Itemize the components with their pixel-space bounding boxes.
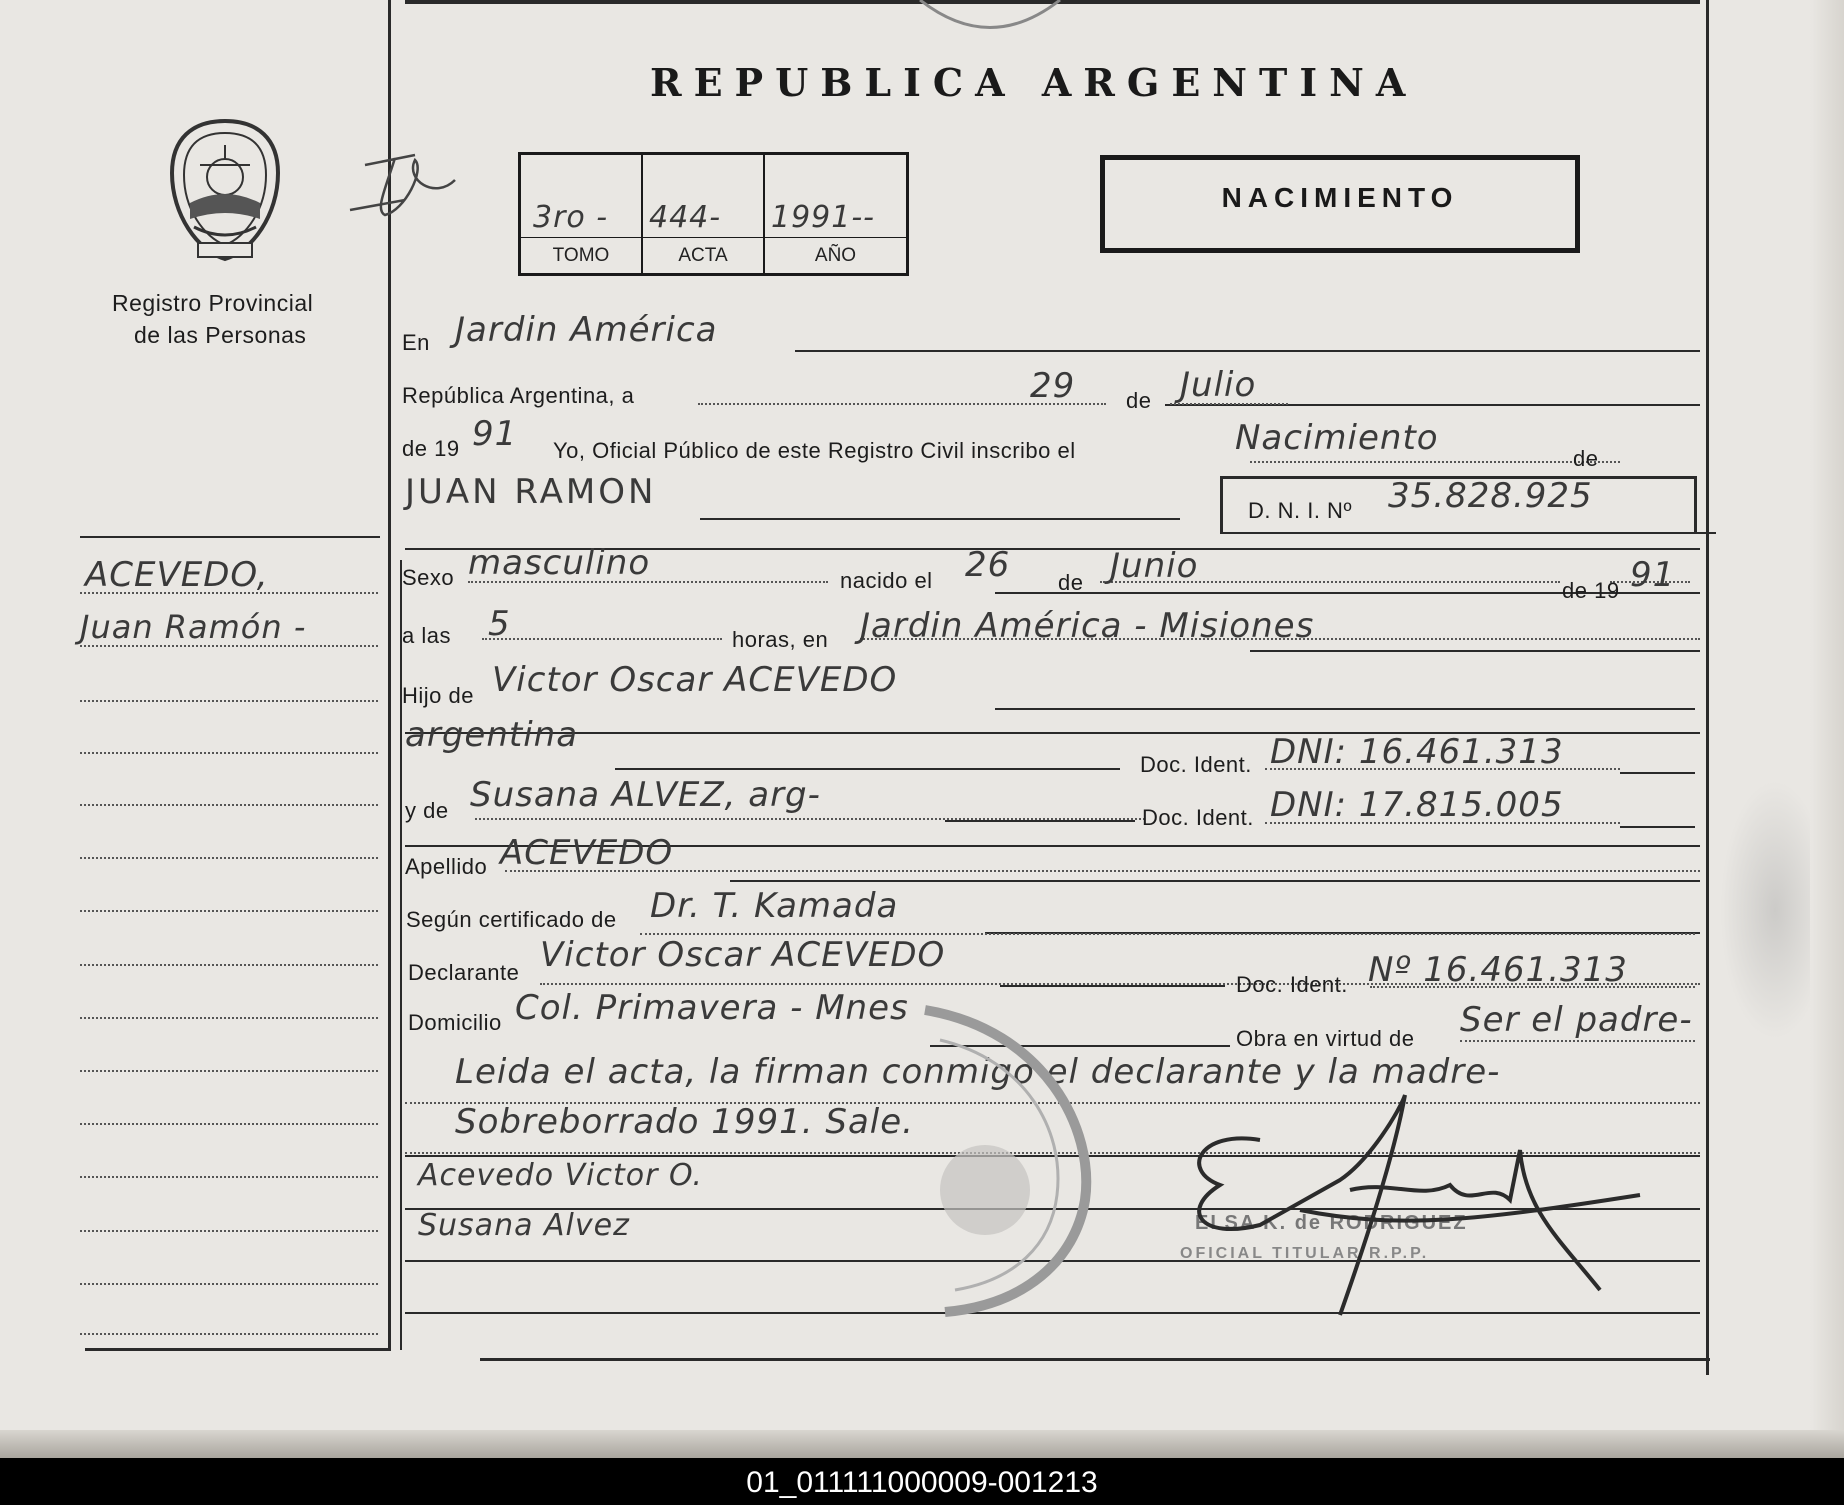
oficial-text: Yo, Oficial Público de este Registro Civil inscribo el [553, 438, 1076, 463]
dni-label: D. N. I. Nº [1248, 498, 1352, 523]
note-line-1: Leida el acta, la firman conmigo el declarante y la madre- [455, 1052, 1501, 1092]
nacido-label: nacido el [840, 568, 933, 593]
birth-month: Junio [1110, 546, 1199, 586]
official-signature-icon [1140, 1090, 1660, 1320]
margin-given-names: Juan Ramón - [80, 608, 307, 646]
child-name: JUAN RAMON [405, 472, 657, 512]
year-prefix: de 19 [402, 436, 460, 461]
dni-value: 35.828.925 [1388, 476, 1593, 516]
ano-value: 1991-- [771, 200, 875, 235]
de-label: de [1126, 388, 1152, 413]
registry-line-2: de las Personas [134, 322, 307, 348]
horas-label: horas, en [732, 627, 829, 652]
de-label-2: de [1573, 446, 1599, 471]
doc-ident-label-1: Doc. Ident. [1140, 752, 1252, 777]
surname-value: ACEVEDO [500, 833, 674, 873]
hijo-label: Hijo de [402, 683, 474, 708]
obra-label: Obra en virtud de [1236, 1026, 1415, 1051]
registration-day: 29 [1030, 366, 1076, 406]
record-type-label: NACIMIENTO [1221, 182, 1459, 213]
certificado-label: Según certificado de [406, 907, 617, 932]
registration-month: Julio [1180, 365, 1257, 405]
column-divider-inner [400, 560, 402, 1350]
acta-label: ACTA [678, 245, 728, 266]
mother-name: Susana ALVEZ, arg- [470, 775, 821, 815]
father-nationality: argentina [405, 715, 579, 755]
birth-day: 26 [965, 545, 1011, 585]
obra-value: Ser el padre- [1460, 1000, 1693, 1040]
father-document: DNI: 16.461.313 [1270, 732, 1564, 772]
birth-year: 91 [1630, 555, 1676, 595]
declarant-document: Nº 16.461.313 [1368, 950, 1628, 990]
doc-ident-label-2: Doc. Ident. [1142, 805, 1254, 830]
note-line-2: Sobreborrado 1991. Sale. [455, 1102, 914, 1142]
apellido-label: Apellido [405, 854, 488, 879]
domicilio-label: Domicilio [408, 1010, 502, 1035]
registry-line-1: Registro Provincial [112, 290, 314, 316]
en-label: En [402, 330, 430, 355]
tomo-label: TOMO [552, 245, 610, 266]
address-value: Col. Primavera - Mnes [515, 988, 909, 1028]
ano-label: AÑO [814, 245, 857, 266]
record-box [518, 152, 909, 276]
page-title: REPUBLICA ARGENTINA [650, 60, 1418, 105]
certificate-doctor: Dr. T. Kamada [650, 886, 899, 926]
province-seal-icon [160, 115, 290, 265]
birth-year-prefix: de 19 [1562, 578, 1620, 603]
tomo-value: 3ro - [533, 200, 609, 235]
birth-place: Jardin América - Misiones [860, 606, 1315, 646]
act-type: Nacimiento [1235, 418, 1439, 458]
official-stamp-name: ELSA K. de RODRIGUEZ [1195, 1212, 1468, 1234]
birth-hour: 5 [488, 604, 511, 644]
declarante-label: Declarante [408, 960, 520, 985]
initials-scribble-icon [345, 150, 465, 230]
image-caption: 01_011111000009-001213 [746, 1466, 1098, 1499]
top-stamp-fragment-icon [915, 0, 1065, 35]
alas-label: a las [402, 623, 451, 648]
sexo-label: Sexo [402, 565, 455, 590]
yde-label: y de [405, 798, 449, 823]
mother-signature: Susana Alvez [418, 1208, 630, 1243]
doc-ident-label-3: Doc. Ident. [1236, 972, 1348, 997]
margin-surname: ACEVEDO, [85, 555, 269, 595]
father-name: Victor Oscar ACEVEDO [492, 660, 898, 700]
place-of-registration: Jardin América [455, 310, 718, 350]
official-stamp-icon [905, 1000, 1105, 1320]
acta-value: 444- [649, 200, 722, 235]
declarant-name: Victor Oscar ACEVEDO [540, 935, 946, 975]
mother-document: DNI: 17.815.005 [1270, 785, 1564, 825]
de-label-3: de [1058, 570, 1084, 595]
republica-label: República Argentina, a [402, 383, 635, 408]
sex-value: masculino [468, 543, 651, 583]
declarant-signature: Acevedo Victor O. [418, 1158, 703, 1193]
record-type-box [1100, 155, 1580, 253]
registration-year: 91 [472, 414, 518, 454]
official-stamp-role: OFICIAL TITULAR R.P.P. [1180, 1245, 1430, 1262]
